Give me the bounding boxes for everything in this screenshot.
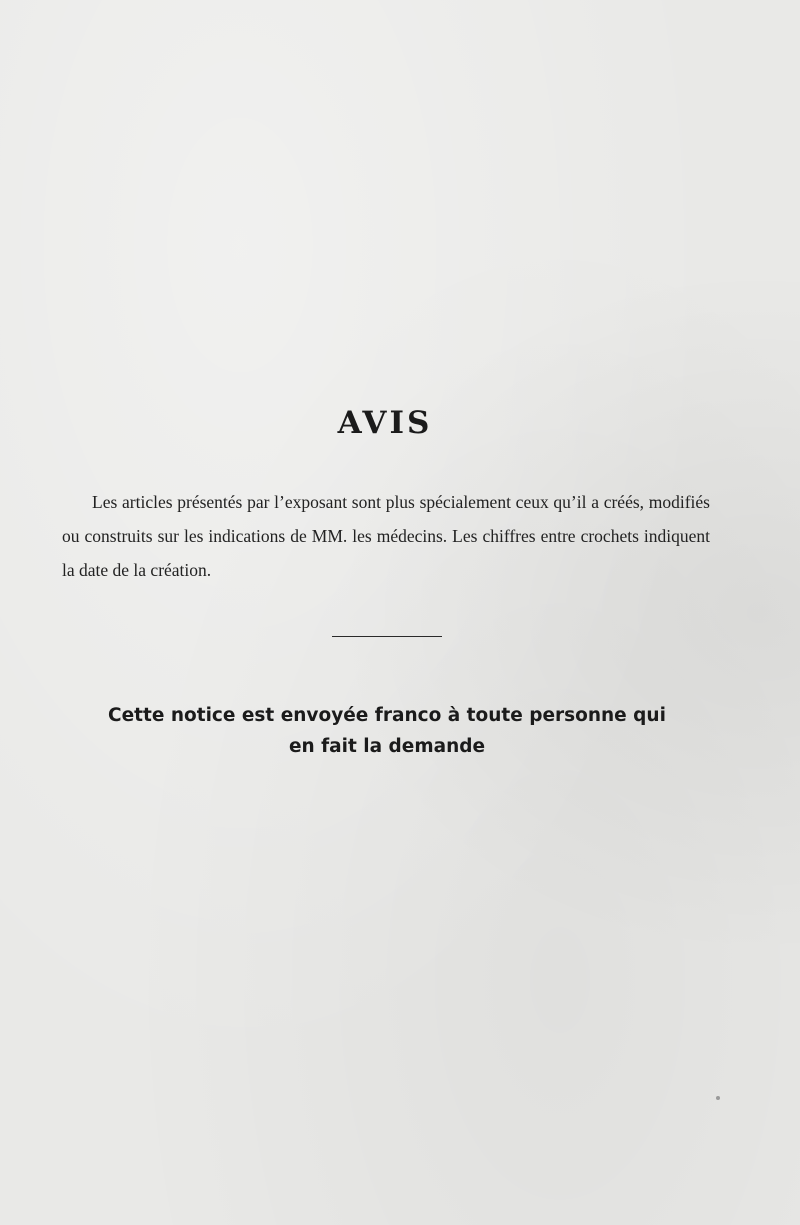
distribution-note-line-2: en fait la demande bbox=[288, 736, 486, 757]
page-title: AVIS bbox=[337, 405, 433, 441]
distribution-note bbox=[62, 700, 712, 762]
separator-rule bbox=[332, 636, 442, 637]
paper-speck bbox=[716, 1096, 720, 1100]
notice-paragraph: Les articles présentés par l’exposant sont plus spécialement ceux qu’il a créés, modifiés ou construits sur les indications de MM. les médecins. Les chiffres entre crochets indiquent la date de la création. bbox=[62, 492, 710, 580]
distribution-note-line-1: Cette notice est envoyée franco à toute personne qui bbox=[108, 705, 666, 726]
